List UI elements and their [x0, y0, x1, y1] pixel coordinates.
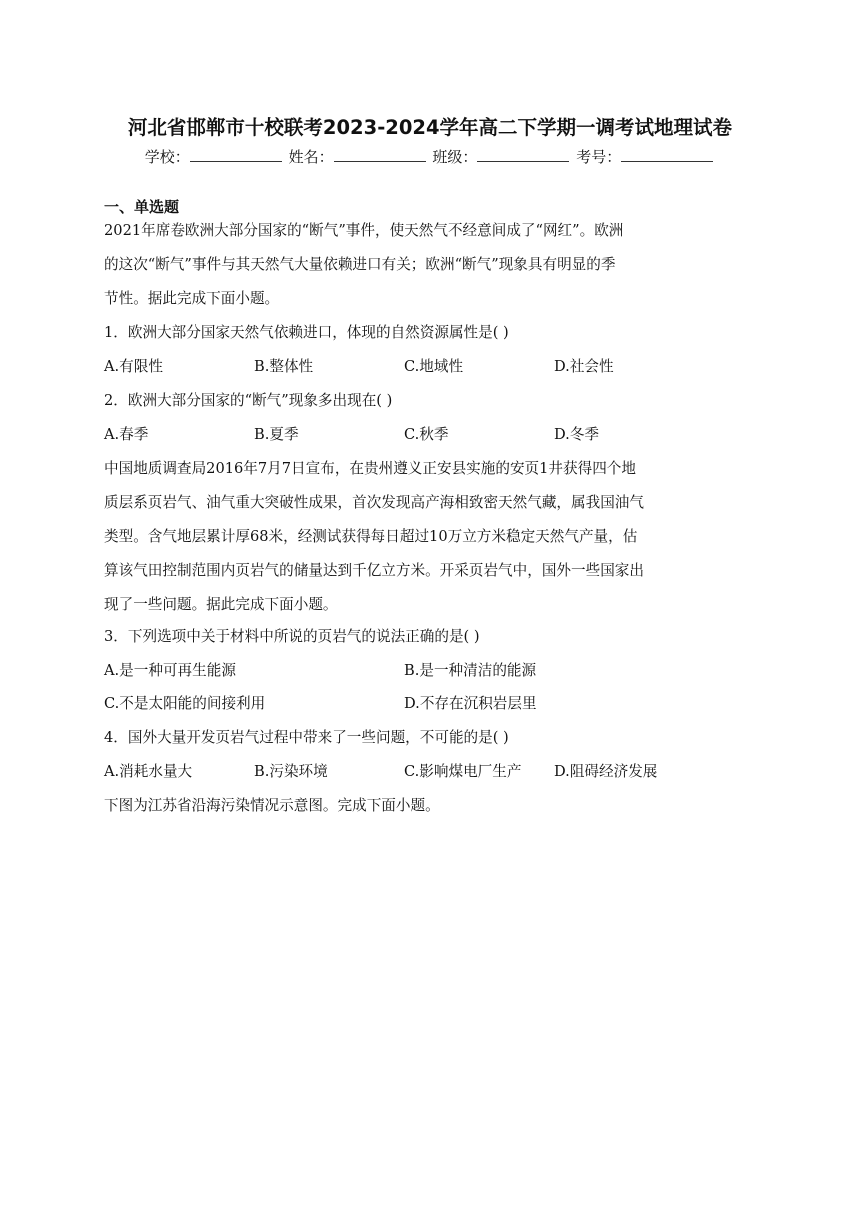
- number-blank[interactable]: [621, 147, 713, 162]
- q2-option-c[interactable]: C.秋季: [404, 426, 449, 443]
- q4-option-a[interactable]: A.消耗水量大: [104, 763, 193, 780]
- school-label: 学校：: [144, 148, 190, 166]
- passage1-line-1: 2021年席卷欧洲大部分国家的“断气”事件，使天然气不经意间成了“网红”。欧洲: [104, 222, 624, 239]
- question-2-stem: 2．欧洲大部分国家的“断气”现象多出现在( ): [104, 392, 393, 409]
- question-1-stem: 1．欧洲大部分国家天然气依赖进口，体现的自然资源属性是( ): [104, 324, 509, 341]
- q2-option-d[interactable]: D.冬季: [554, 426, 600, 443]
- q1-option-a[interactable]: A.有限性: [104, 358, 163, 375]
- q1-option-c[interactable]: C.地域性: [404, 358, 464, 375]
- name-blank[interactable]: [334, 147, 426, 162]
- name-label: 姓名：: [288, 148, 334, 166]
- class-blank[interactable]: [477, 147, 569, 162]
- passage1-line-2: 的这次“断气”事件与其天然气大量依赖进口有关；欧洲“断气”现象具有明显的季: [104, 256, 616, 273]
- passage2-line-4: 算该气田控制范围内页岩气的储量达到千亿立方米。开采页岩气中，国外一些国家出: [104, 562, 644, 579]
- q4-option-d[interactable]: D.阻碍经济发展: [554, 763, 658, 780]
- q4-option-c[interactable]: C.影响煤电厂生产: [404, 763, 522, 780]
- q3-option-a[interactable]: A.是一种可再生能源: [104, 662, 236, 679]
- q3-option-c[interactable]: C.不是太阳能的间接利用: [104, 695, 266, 712]
- class-label: 班级：: [432, 148, 478, 166]
- section-title: 一、单选题: [104, 198, 180, 216]
- passage2-line-1: 中国地质调查局2016年7月7日宣布，在贵州遵义正安县实施的安页1井获得四个地: [104, 460, 636, 477]
- q1-option-d[interactable]: D.社会性: [554, 358, 614, 375]
- q2-option-b[interactable]: B.夏季: [254, 426, 299, 443]
- passage2-line-5: 现了一些问题。据此完成下面小题。: [104, 596, 338, 613]
- school-blank[interactable]: [190, 147, 282, 162]
- passage2-line-2: 质层系页岩气、油气重大突破性成果，首次发现高产海相致密天然气藏，属我国油气: [104, 494, 644, 511]
- q1-option-b[interactable]: B.整体性: [254, 358, 314, 375]
- q3-option-b[interactable]: B.是一种清洁的能源: [404, 662, 537, 679]
- exam-title: 河北省邯郸市十校联考2023-2024学年高二下学期一调考试地理试卷: [127, 116, 733, 139]
- passage2-line-3: 类型。含气地层累计厚68米，经测试获得每日超过10万立方米稳定天然气产量，估: [104, 528, 638, 545]
- student-info-row: [0, 146, 860, 167]
- q3-option-d[interactable]: D.不存在沉积岩层里: [404, 695, 537, 712]
- question-4-stem: 4．国外大量开发页岩气过程中带来了一些问题，不可能的是( ): [104, 729, 509, 746]
- q2-option-a[interactable]: A.春季: [104, 426, 149, 443]
- number-label: 考号：: [576, 148, 622, 166]
- q4-option-b[interactable]: B.污染环境: [254, 763, 328, 780]
- passage3-line: 下图为江苏省沿海污染情况示意图。完成下面小题。: [104, 797, 440, 814]
- passage1-line-3: 节性。据此完成下面小题。: [104, 290, 280, 307]
- question-3-stem: 3．下列选项中关于材料中所说的页岩气的说法正确的是( ): [104, 628, 480, 645]
